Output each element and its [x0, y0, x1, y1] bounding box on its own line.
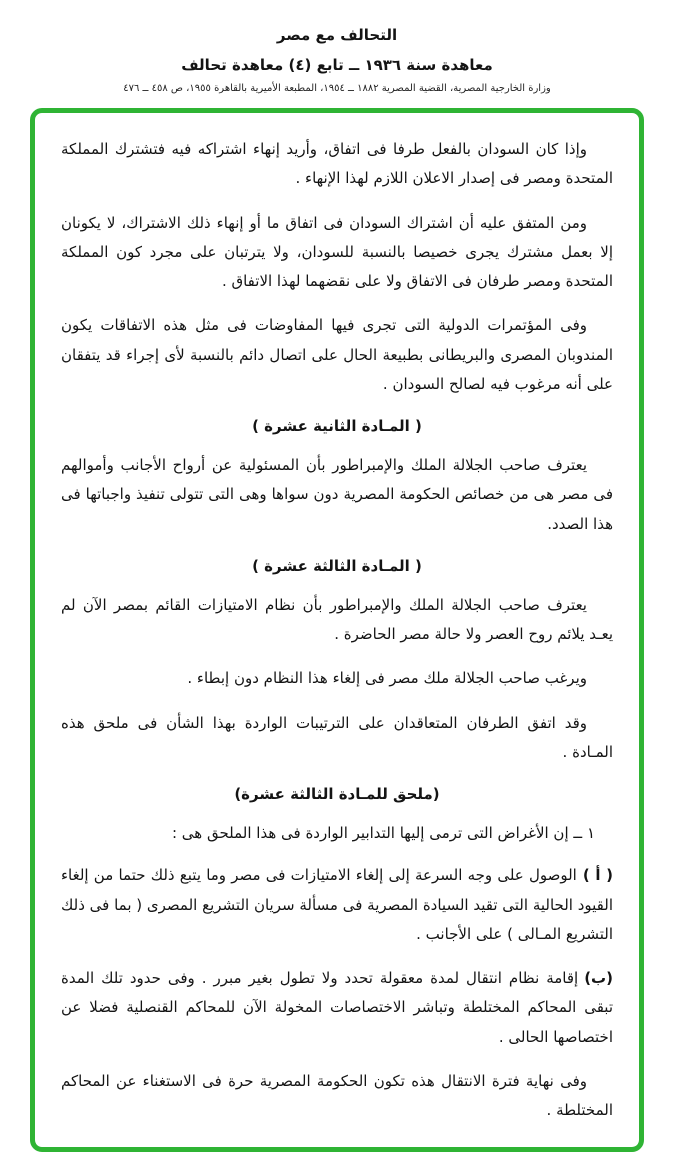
paragraph-joint-action: ومن المتفق عليه أن اشتراك السودان فى اتفاق ما أو إنهاء ذلك الاشتراك، لا يكونان إلا بعمل مشترك يجرى خصيصا بالنسبة للسودان، ولا يترتبان على مجرد كون المملكة المتحدة ومصر طرفان فى الاتفاق ولا على نقضهما لهذا الاتفاق . [61, 213, 613, 290]
paragraph-sudan-termination: وإذا كان السودان بالفعل طرفا فى اتفاق، وأريد إنهاء اشتراكه فيه فتشترك المملكة المتحدة ومصر فى إصدار الاعلان اللازم لهذا الإنهاء . [61, 140, 613, 188]
paragraph-transition-end: وفى نهاية فترة الانتقال هذه تكون الحكومة المصرية حرة فى الاستغناء عن المحاكم المختلطة . [61, 1071, 613, 1119]
heading-article-twelve: ( المـادة الثانية عشرة ) [252, 417, 422, 435]
paragraph-article-twelve: يعترف صاحب الجلالة الملك والإمبراطور بأن المسئولية عن أرواح الأجانب وأموالهم فى مصر هى من خصائص الحكومة المصرية دون سواها وهى التى تتولى تنفيذ واجباتها فى هذا الصدد. [61, 456, 613, 533]
paragraph-king-desire: ويرغب صاحب الجلالة ملك مصر فى إلغاء هذا النظام دون إبطاء . [187, 669, 587, 688]
paragraph-international-conferences: وفى المؤتمرات الدولية التى تجرى فيها المفاوضات فى مثل هذه الاتفاقات يكون المندوبان المصرى والبريطانى بطبيعة الحال على اتصال دائم بالنسبة لأى إجراء قد يتفقان على أنه مرغوب فيه لصالح السودان . [61, 316, 613, 393]
source-citation: وزارة الخارجية المصرية، القضية المصرية ١٨٨٢ ــ ١٩٥٤، المطبعة الأميرية بالقاهرة ١٩٥٥، ص ٤٥٨ ــ ٤٧٦ [123, 83, 551, 94]
list-item-b [61, 964, 613, 1052]
paragraph-agreed-arrangements: وقد اتفق الطرفان المتعاقدان على الترتيبات الواردة بهذا الشأن فى ملحق هذه المـادة . [61, 713, 613, 761]
list-marker-b: (ب) [584, 969, 613, 987]
list-item-a-text: الوصول على وجه السرعة إلى إلغاء الامتيازات فى مصر وما يتبع ذلك حتما من إلغاء القيود الحالية التى تقيد السيادة المصرية فى مسألة سريان التشريع المصرى ( بما فى ذلك التشريع المـالى ) على الأجانب . [61, 866, 613, 943]
list-marker-a: ( أ ) [582, 866, 614, 885]
paragraph-annex-purposes: ١ ــ إن الأغراض التى ترمى إليها التدابير الواردة فى هذا الملحق هى : [171, 824, 595, 842]
list-item-b-text: إقامة نظام انتقال لمدة معقولة تحدد ولا تطول بغير مبرر . وفى حدود تلك المدة تبقى المحاكم المختلطة وتباشر الاختصاصات المخولة الآن للمحاكم القنصلية فضلا عن اختصاصها الحالى . [61, 969, 613, 1046]
list-item-a [61, 861, 613, 949]
document-header [30, 26, 644, 94]
document-subtitle: معاهدة سنة ١٩٣٦ ــ تابع (٤) معاهدة تحالف [181, 56, 493, 74]
treaty-content-frame [30, 108, 644, 1152]
heading-annex-thirteen: (ملحق للمـادة الثالثة عشرة) [234, 785, 440, 803]
heading-article-thirteen: ( المـادة الثالثة عشرة ) [252, 556, 422, 575]
paragraph-article-thirteen: يعترف صاحب الجلالة الملك والإمبراطور بأن نظام الامتيازات القائم بمصر الآن لم يعـد يلائم روح العصر ولا حالة مصر الحاضرة . [61, 595, 613, 643]
document-title: التحالف مع مصر [276, 26, 398, 44]
